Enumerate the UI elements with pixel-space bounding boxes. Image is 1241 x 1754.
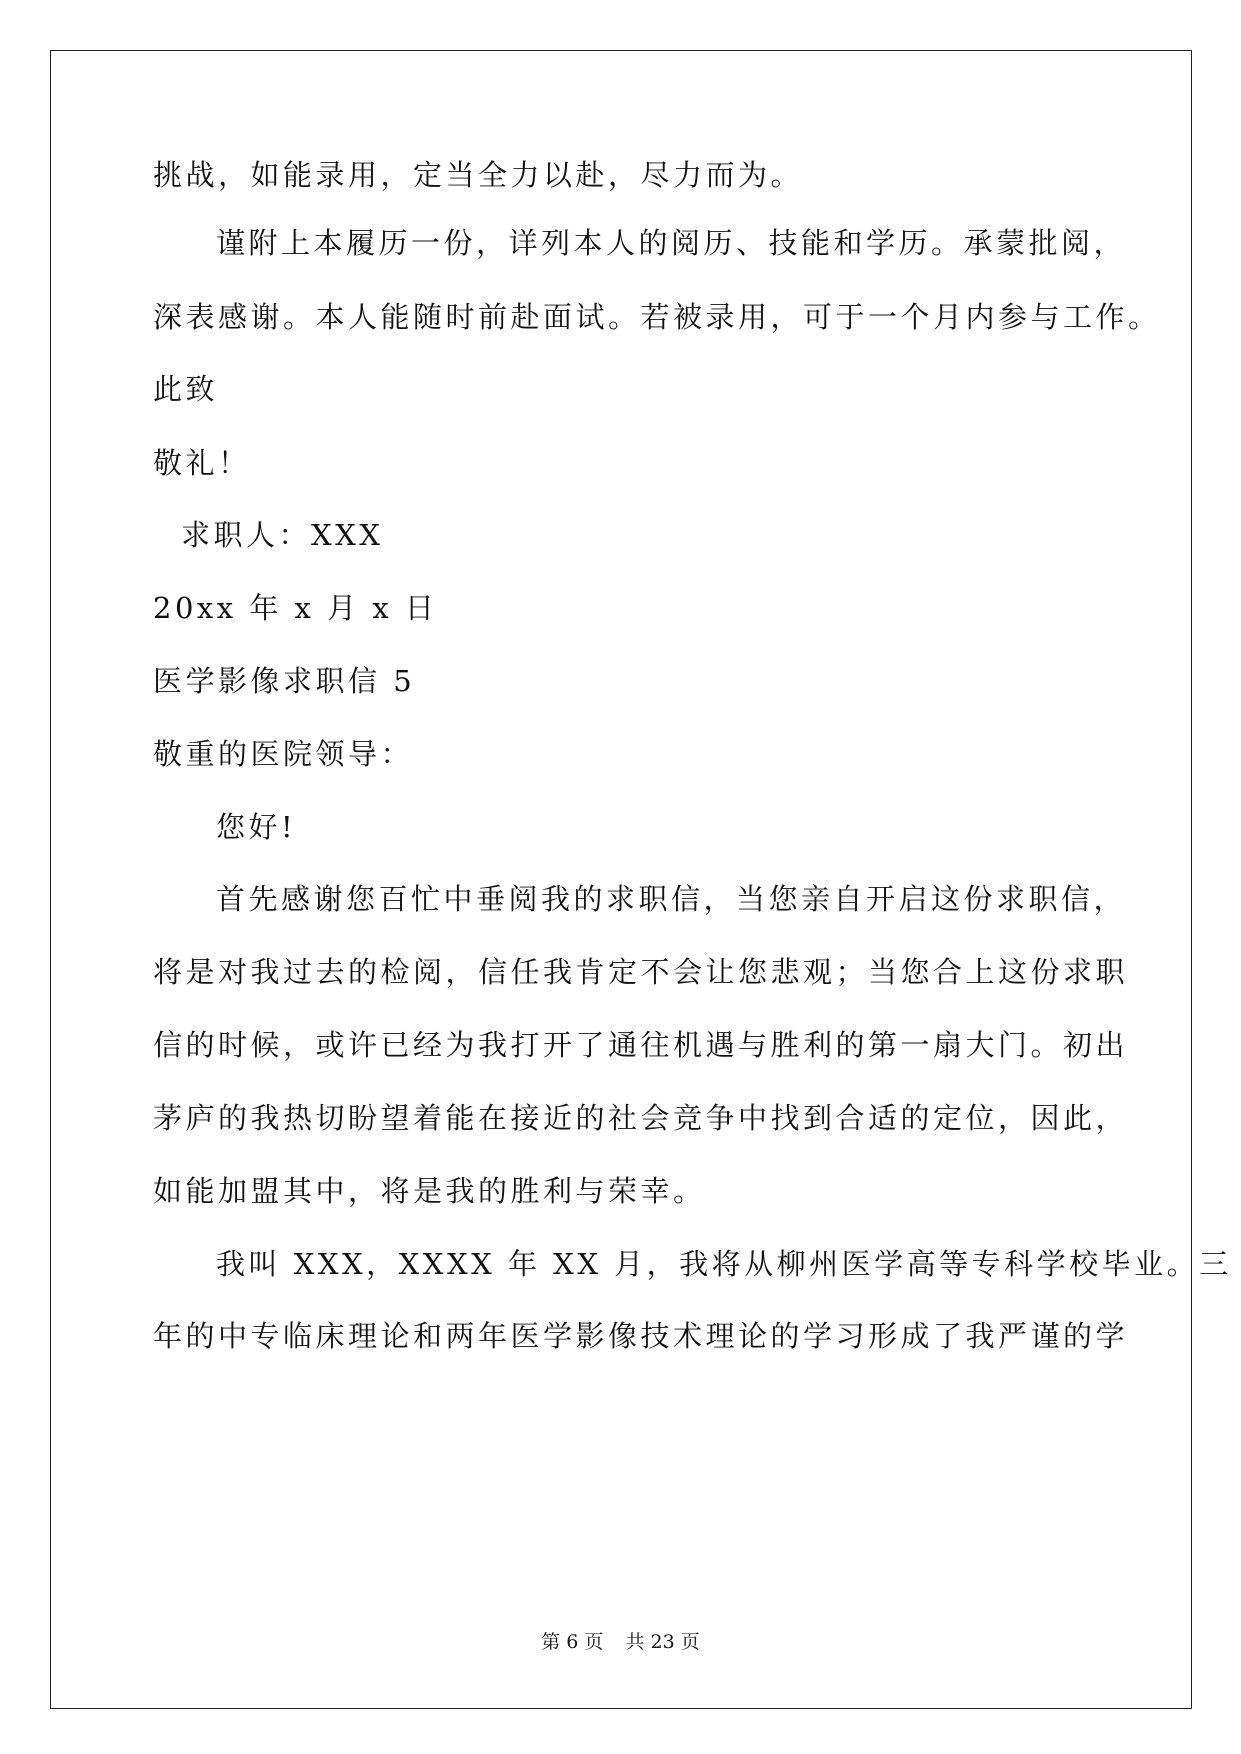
closing-regards: 敬礼！ <box>153 446 251 480</box>
paragraph-line: 信的时候，或许已经为我打开了通往机遇与胜利的第一扇大门。初出 <box>153 1028 1129 1062</box>
greeting-recipient: 敬重的医院领导： <box>153 737 414 771</box>
paragraph-line: 年的中专临床理论和两年医学影像技术理论的学习形成了我严谨的学 <box>153 1319 1129 1353</box>
greeting: 您好! <box>216 810 297 844</box>
paragraph-line: 首先感谢您百忙中垂阅我的求职信，当您亲自开启这份求职信， <box>216 882 1127 916</box>
page-footer <box>0 1627 1241 1654</box>
applicant-signature: 求职人：XXX <box>181 518 384 552</box>
paragraph-line: 将是对我过去的检阅，信任我肯定不会让您悲观；当您合上这份求职 <box>153 955 1129 989</box>
paragraph-line: 如能加盟其中，将是我的胜利与荣幸。 <box>153 1174 706 1208</box>
paragraph-line: 茅庐的我热切盼望着能在接近的社会竞争中找到合适的定位，因此， <box>153 1101 1129 1135</box>
date-line: 20xx 年 x 月 x 日 <box>153 591 438 625</box>
page-number: 第 6 页 <box>541 1631 604 1653</box>
paragraph-line: 我叫 XXX，XXXX 年 XX 月，我将从柳州医学高等专科学校毕业。三 <box>216 1247 1232 1281</box>
closing-salutation: 此致 <box>153 372 219 406</box>
paragraph-line: 深表感谢。本人能随时前赴面试。若被录用，可于一个月内参与工作。 <box>153 300 1161 334</box>
paragraph-line: 谨附上本履历一份，详列本人的阅历、技能和学历。承蒙批阅， <box>216 226 1127 260</box>
section-title: 医学影像求职信 5 <box>153 664 416 698</box>
paragraph-line: 挑战，如能录用，定当全力以赴，尽力而为。 <box>153 158 804 192</box>
page-total: 共 23 页 <box>625 1631 700 1653</box>
